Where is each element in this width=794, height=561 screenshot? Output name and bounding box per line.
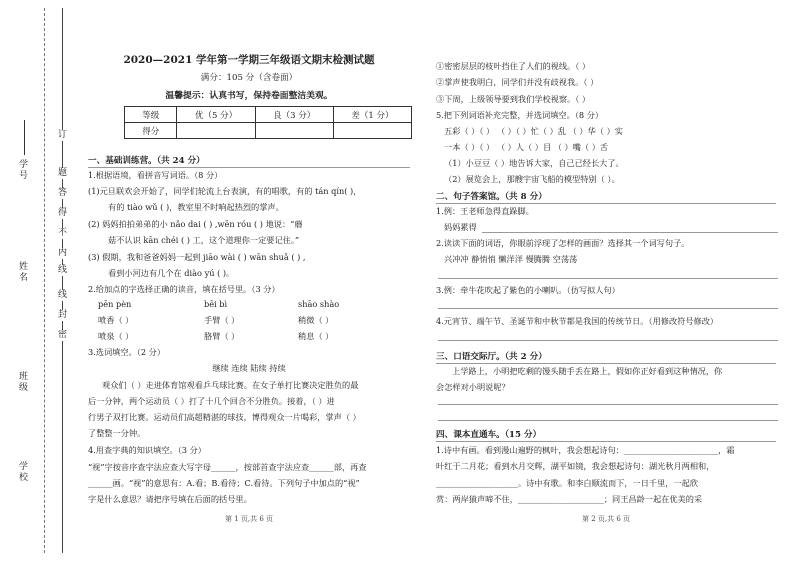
word-bank: 兴冲冲 静悄悄 懒洋洋 慢腾腾 空荡荡 xyxy=(444,254,578,264)
question-line: 观众们（ ）走进体育馆观看乒乓球比赛。在女子单打比赛决定胜负的最 xyxy=(102,380,359,390)
question-line: “视”字按音序查字法应查大写字母______，按部首查字法应查______部，再查 xyxy=(88,462,367,472)
answer-line xyxy=(438,404,778,405)
seal-char: 内 xyxy=(57,248,67,258)
school-label: 学校 xyxy=(18,462,28,483)
table-cell xyxy=(333,123,411,139)
question-line: 字是什么意思？请把序号填在后面的括号里。 xyxy=(88,494,252,504)
question: 4.用查字典的知识填空。（3 分） xyxy=(88,445,206,455)
seal-ding: 订 xyxy=(57,130,67,140)
question-line: 行男子双打比赛。运动员们高超精湛的球技，博得观众一片喝彩，掌声（ ） xyxy=(88,412,361,422)
answer-line xyxy=(438,420,778,421)
answer-item: 喷香（ ） xyxy=(98,315,134,325)
question-line: (3) 假期，我和爸爸妈妈一起到 jiāo wài ( ) wān shuǎ ( ) , xyxy=(88,252,306,262)
table-cell xyxy=(255,123,333,139)
student-id-label: 学号 xyxy=(18,160,28,181)
question-line: 上学路上，小明把吃剩的馒头随手丢在路上，假如你正好看到这种情况，你 xyxy=(452,366,723,376)
section-heading: 一、基础训练营。（共 24 分） xyxy=(88,156,205,166)
class-label: 班级 xyxy=(18,372,28,393)
cut-line xyxy=(44,8,45,553)
full-score: 满分：105 分（含卷面） xyxy=(200,73,298,83)
score-table xyxy=(124,106,412,139)
question-line: (1)元旦联欢会开始了，同学们轮流上台表演，有的唱歌，有的 tán qín( )， xyxy=(88,186,362,196)
right-page xyxy=(430,0,782,561)
question: 1.根据语境，看拼音写词语。（8 分） xyxy=(88,170,223,180)
question-line: ______画。“视”的意思有：A.看；B.看待；C.看待。下列句子中加点的“视” xyxy=(88,478,360,488)
answer-line xyxy=(438,308,778,309)
question-line: 叶红于二月花；看到水月交辉，湖平如镜，我会想起诗句：湖光秋月两相和， xyxy=(436,461,715,471)
exam-title: 2020—2021 学年第一学期三年级语文期末检测试题 xyxy=(123,54,375,66)
table-cell: 等级 xyxy=(125,107,177,123)
left-page xyxy=(84,0,414,561)
question-line: ②掌声使我明白，同学们并没有歧视我。（ ） xyxy=(436,77,599,87)
question-line: ①密密层层的枝叶挡住了人们的视线。（ ） xyxy=(436,61,591,71)
question-line: ____________________。诗中有歌。和李白顺流而下，一日千里，一起欣 xyxy=(436,478,699,488)
question-line: (2) 妈妈拍拍弟弟的小 nǎo dai ( ) ,wēn róu ( ) 地说：“蘑 xyxy=(88,219,303,229)
seal-char: 线 xyxy=(57,290,67,300)
answer-item: 手臂（ ） xyxy=(204,315,240,325)
answer-item: 喷泉（ ） xyxy=(98,331,134,341)
section-underline xyxy=(436,441,776,442)
answer-prefix: 妈妈累得 xyxy=(444,222,477,232)
page-footer: 第 1 页,共 6 页 xyxy=(224,515,274,523)
section-underline xyxy=(436,363,776,364)
section-underline xyxy=(436,203,776,204)
question: 3.选词填空。（2 分） xyxy=(88,347,166,357)
table-cell: 优（5 分） xyxy=(177,107,255,123)
pinyin: shāo shào xyxy=(298,299,340,309)
name-label: 姓名 xyxy=(18,262,28,283)
answer-item: 稍息（ ） xyxy=(298,331,334,341)
pinyin: pēn pèn xyxy=(98,299,132,309)
seal-char: 题 xyxy=(57,168,67,178)
seal-xian: 线 xyxy=(57,265,67,275)
question-line: 后一分钟，两个运动员（ ）打了十几个回合不分胜负。接着，（ ）进 xyxy=(88,396,335,406)
seal-char: 答 xyxy=(57,188,67,198)
table-cell: 良（3 分） xyxy=(255,107,333,123)
seal-char: 不 xyxy=(57,228,67,238)
table-cell xyxy=(177,123,255,139)
question: 5.把下列词语补充完整，并选词填空。（8 分） xyxy=(436,110,604,120)
section-underline xyxy=(88,167,410,168)
tip: 温馨提示：认真书写，保持卷面整洁美观。 xyxy=(165,91,333,101)
question: 4.元宵节、端午节、圣诞节和中秋节都是我国的传统节日。（用修改符号修改） xyxy=(436,316,719,326)
question-line: 菇不认识 kān chéi ( ) 工，这个道理你一定要记住。” xyxy=(108,235,300,245)
question-line: 有的 tiào wǔ ( )，教室里不时响起热烈的掌声。 xyxy=(108,202,284,212)
word-bank: 继续 连续 陆续 持续 xyxy=(212,363,286,373)
answer-line xyxy=(482,232,778,233)
section-heading: 三、口语交际厅。（共 2 分） xyxy=(436,352,547,362)
question-line: （2）展览会上，那艘宇宙飞船的模型特别（ ）。 xyxy=(444,174,620,184)
answer-line xyxy=(438,278,778,279)
question-line: 五彩（ ）（ ） （ ）（ ）忙（ ）乱 （ ）华（ ）实 xyxy=(444,126,623,136)
answer-item: 胳臂（ ） xyxy=(204,331,240,341)
question-line: 1.诗中有画。看到漫山遍野的枫叶，我会想起诗句：_______________________，霜 xyxy=(436,445,735,455)
question-line: 一本（ ）（ ） （ ）人（ ）目 （ ）嘴（ ）舌 xyxy=(444,142,609,152)
question-line: 了整整一分钟。 xyxy=(88,428,146,438)
seal-char: 得 xyxy=(57,208,67,218)
question-line: 看到小河边有几个在 diào yú ( )。 xyxy=(108,268,235,278)
page-footer: 第 2 页,共 6 页 xyxy=(581,515,631,523)
pinyin: bēi bì xyxy=(204,299,228,309)
binding-margin xyxy=(0,0,80,561)
binding-line xyxy=(62,8,63,553)
question: 2.给加点的字选择正确的读音，填在括号里。（3 分） xyxy=(88,284,280,294)
section-heading: 二、句子答案馆。（共 8 分） xyxy=(436,192,547,202)
question-line: 赏：两岸猿声啼不住，_____________________；同王昌龄一起在优美的采 xyxy=(436,494,703,504)
answer-line xyxy=(438,340,778,341)
question: 3.例：牵牛花吹起了紫色的小喇叭。（仿写拟人句） xyxy=(436,285,620,295)
answer-item: 稍微（ ） xyxy=(298,315,334,325)
question-line: 会怎样对小明说呢？ xyxy=(436,382,510,392)
question-line: ③下周，上级领导要到我们学校视察。（ ） xyxy=(436,94,591,104)
question-line: （1）小豆豆（ ）地告诉大家，自己已经长大了。 xyxy=(444,158,624,168)
table-cell: 差（1 分） xyxy=(333,107,411,123)
question: 2.读读下面的词语，你眼前浮现了怎样的画面？选择其一个词写句子。 xyxy=(436,238,690,248)
seal-char: 封 xyxy=(57,310,67,320)
question: 1.例：王老师急得直跺脚。 xyxy=(436,206,534,216)
seal-char: 密 xyxy=(57,330,67,340)
table-cell: 得分 xyxy=(125,123,177,139)
section-heading: 四、课本直通车。（15 分） xyxy=(436,430,542,440)
